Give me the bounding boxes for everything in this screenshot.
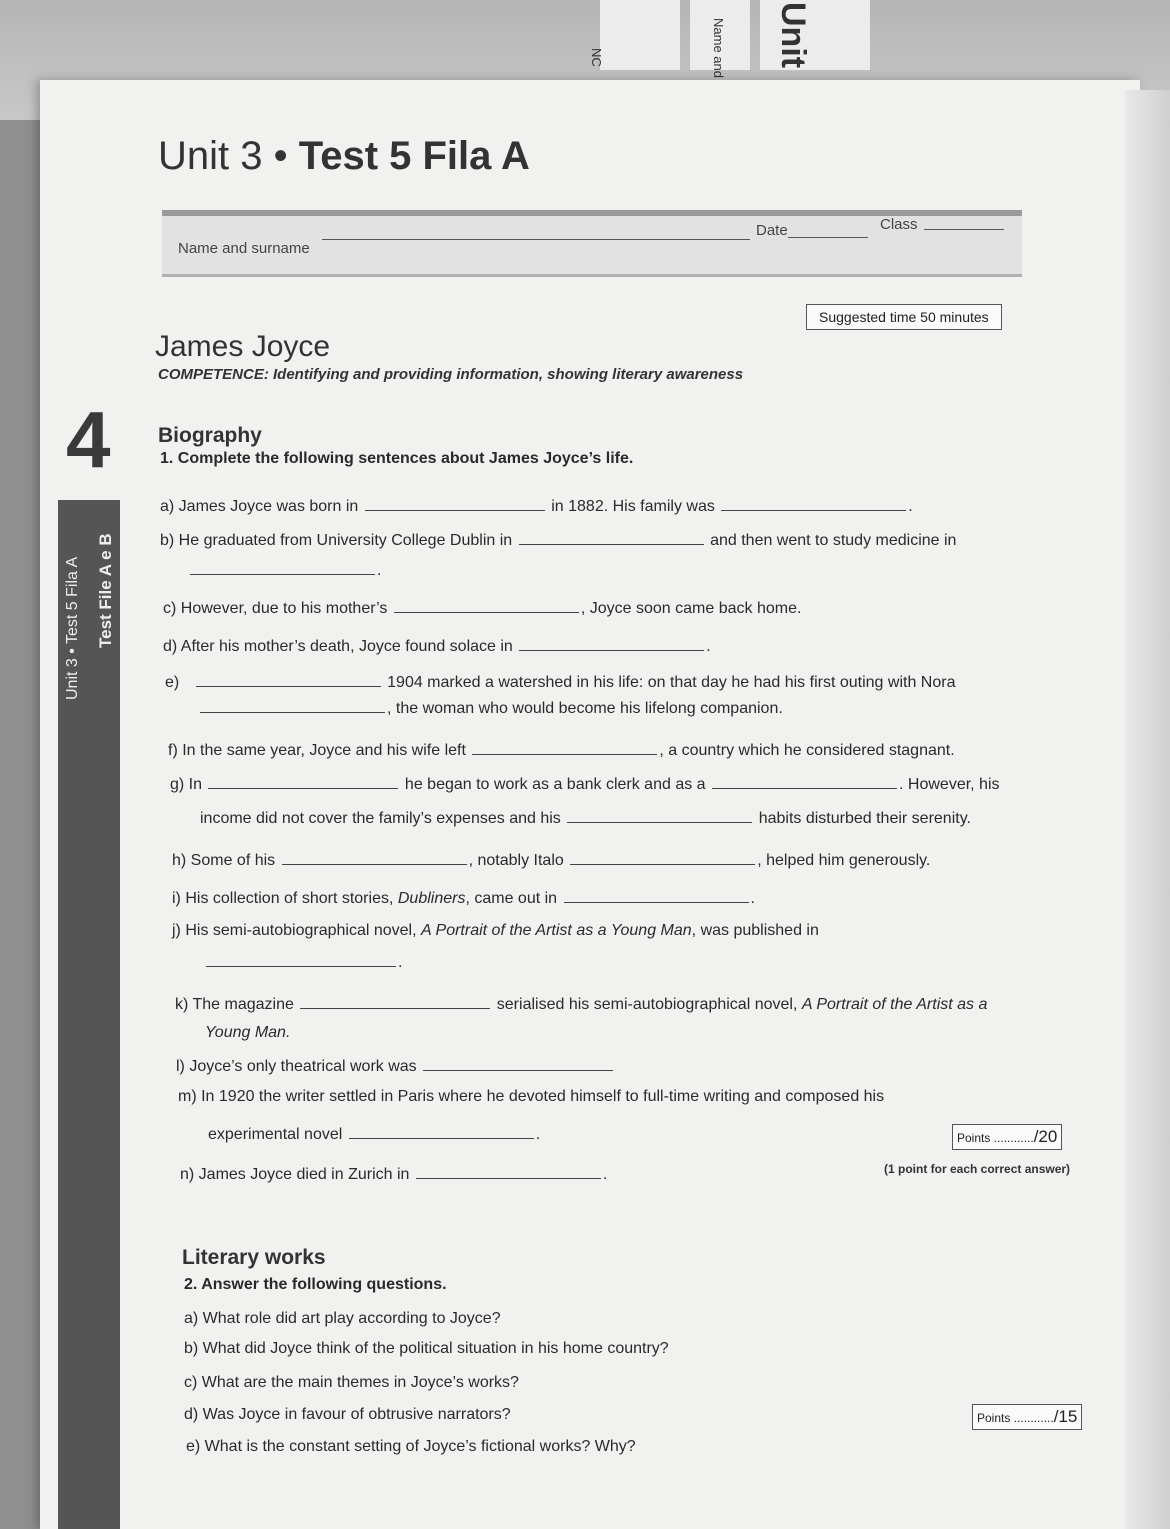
item-text: and then went to study medicine in bbox=[710, 532, 957, 549]
item-text: d) After his mother’s death, Joyce found solace in bbox=[163, 638, 513, 655]
date-field[interactable] bbox=[788, 236, 868, 238]
answer-blank[interactable] bbox=[196, 672, 381, 687]
title-bold: Test 5 Fila A bbox=[298, 134, 530, 178]
points-total: /15 bbox=[1053, 1407, 1078, 1426]
question-a: a) What role did art play according to Joyce? bbox=[184, 1310, 501, 1327]
title-prefix: Unit 3 • bbox=[158, 134, 299, 178]
background-tab-text: NC bbox=[589, 48, 604, 67]
item-f bbox=[168, 740, 955, 760]
item-m bbox=[178, 1088, 884, 1106]
item-text: i) His collection of short stories, bbox=[172, 890, 398, 907]
item-b-cont: . bbox=[188, 560, 381, 580]
name-bar bbox=[162, 210, 1022, 277]
literary-works-heading: Literary works bbox=[182, 1246, 326, 1269]
answer-blank[interactable] bbox=[282, 850, 467, 865]
item-text: , notably Italo bbox=[468, 852, 564, 869]
background-tab-text: Name and bbox=[711, 18, 726, 78]
answer-blank[interactable] bbox=[206, 952, 396, 967]
class-label: Class bbox=[880, 216, 918, 233]
item-text: A Portrait of the Artist as a Young Man bbox=[421, 922, 692, 939]
item-i: i) His collection of short stories, Dubliners, came out in . bbox=[172, 890, 755, 907]
name-label: Name and surname bbox=[178, 240, 310, 257]
item-text: j) His semi-autobiographical novel, bbox=[172, 922, 421, 939]
item-k bbox=[175, 994, 987, 1014]
question-e: e) What is the constant setting of Joyce’s fictional works? Why? bbox=[186, 1438, 636, 1455]
item-text: in 1882. His family was bbox=[551, 498, 715, 515]
item-g bbox=[170, 774, 1000, 794]
item-e-cont bbox=[198, 698, 783, 718]
answer-blank[interactable] bbox=[721, 496, 906, 511]
answer-blank[interactable] bbox=[190, 560, 375, 575]
item-text: Dubliners bbox=[397, 890, 466, 907]
literary-works-instruction: 2. Answer the following questions. bbox=[184, 1276, 447, 1293]
item-n: n) James Joyce died in Zurich in . bbox=[180, 1166, 608, 1183]
answer-blank[interactable] bbox=[416, 1164, 601, 1179]
answer-blank[interactable] bbox=[567, 808, 752, 823]
item-j bbox=[172, 922, 819, 940]
answer-blank[interactable] bbox=[423, 1056, 613, 1071]
class-field[interactable] bbox=[924, 228, 1004, 230]
literary-points-box bbox=[972, 1404, 1082, 1430]
item-k-cont bbox=[205, 1024, 290, 1042]
points-note: (1 point for each correct answer) bbox=[884, 1162, 1071, 1176]
suggested-time-box: Suggested time 50 minutes bbox=[806, 304, 1002, 330]
background-unit-word: Unit bbox=[774, 2, 812, 69]
answer-blank[interactable] bbox=[349, 1124, 534, 1139]
points-label: Points ............ bbox=[957, 1131, 1034, 1145]
item-g-cont bbox=[200, 808, 971, 828]
answer-blank[interactable] bbox=[394, 598, 579, 613]
item-a: a) James Joyce was born in in 1882. His family was . bbox=[160, 498, 913, 515]
biography-points-box bbox=[952, 1124, 1062, 1150]
item-text: a) James Joyce was born in bbox=[160, 498, 359, 515]
question-b: b) What did Joyce think of the political situation in his home country? bbox=[184, 1340, 669, 1357]
page-edge-shade bbox=[1125, 90, 1170, 1529]
sidebar-label-unit: Unit 3 • Test 5 Fila A bbox=[64, 556, 81, 700]
item-h bbox=[172, 850, 930, 870]
item-text: f) In the same year, Joyce and his wife left bbox=[168, 742, 466, 759]
item-text: 1904 marked a watershed in his life: on that day he had his first outing with Nora bbox=[387, 674, 956, 691]
points-label: Points ............ bbox=[977, 1411, 1054, 1425]
answer-blank[interactable] bbox=[472, 740, 657, 755]
answer-blank[interactable] bbox=[365, 496, 545, 511]
item-text: , the woman who would become his lifelong companion. bbox=[387, 700, 783, 717]
item-text: c) However, due to his mother’s bbox=[163, 600, 388, 617]
item-j-cont: . bbox=[204, 952, 402, 972]
item-e bbox=[165, 672, 955, 692]
answer-blank[interactable] bbox=[300, 994, 490, 1009]
biography-instruction: 1. Complete the following sentences about James Joyce’s life. bbox=[160, 450, 634, 467]
item-text: g) In bbox=[170, 776, 203, 793]
item-text: , Joyce soon came back home. bbox=[580, 600, 802, 617]
item-b bbox=[160, 530, 956, 550]
answer-blank[interactable] bbox=[208, 774, 398, 789]
item-m-cont: experimental novel . bbox=[208, 1126, 541, 1143]
answer-blank[interactable] bbox=[564, 888, 749, 903]
item-text: m) In 1920 the writer settled in Paris where he devoted himself to full-time writing and composed his bbox=[178, 1088, 885, 1105]
item-text: n) James Joyce died in Zurich in bbox=[180, 1166, 410, 1183]
item-text: income did not cover the family’s expenses and his bbox=[200, 810, 561, 827]
item-text: he began to work as a bank clerk and as a bbox=[404, 776, 706, 793]
item-text: , came out in bbox=[465, 890, 558, 907]
sidebar-label-file: Test File A e B bbox=[96, 533, 115, 648]
answer-blank[interactable] bbox=[519, 530, 704, 545]
item-text: , helped him generously. bbox=[757, 852, 931, 869]
item-text: , a country which he considered stagnant. bbox=[659, 742, 955, 759]
item-c bbox=[163, 598, 801, 618]
background-tab bbox=[600, 0, 680, 70]
date-label: Date bbox=[756, 222, 788, 239]
item-text: l) Joyce’s only theatrical work was bbox=[176, 1058, 417, 1075]
item-text: Young Man. bbox=[205, 1024, 291, 1041]
answer-blank[interactable] bbox=[200, 698, 385, 713]
answer-blank[interactable] bbox=[519, 636, 704, 651]
section-title: James Joyce bbox=[155, 330, 331, 363]
item-text: serialised his semi-autobiographical novel, bbox=[496, 996, 802, 1013]
unit-number: 4 bbox=[66, 395, 111, 484]
competence: COMPETENCE: Identifying and providing information, showing literary awareness bbox=[158, 366, 744, 383]
page-title bbox=[158, 134, 530, 179]
item-text: h) Some of his bbox=[172, 852, 276, 869]
answer-blank[interactable] bbox=[570, 850, 755, 865]
item-text: e) bbox=[165, 674, 180, 691]
item-text: A Portrait of the Artist as a bbox=[801, 996, 988, 1013]
item-text: k) The magazine bbox=[175, 996, 294, 1013]
item-l bbox=[176, 1056, 615, 1076]
answer-blank[interactable] bbox=[712, 774, 897, 789]
question-c: c) What are the main themes in Joyce’s works? bbox=[184, 1374, 519, 1391]
item-text: habits disturbed their serenity. bbox=[758, 810, 971, 827]
question-d: d) Was Joyce in favour of obtrusive narrators? bbox=[184, 1406, 511, 1423]
name-field[interactable] bbox=[322, 238, 750, 240]
biography-heading: Biography bbox=[158, 424, 262, 447]
item-d: d) After his mother’s death, Joyce found solace in . bbox=[163, 638, 711, 655]
points-total: /20 bbox=[1033, 1127, 1058, 1146]
item-text: , was published in bbox=[691, 922, 819, 939]
item-text: b) He graduated from University College Dublin in bbox=[160, 532, 513, 549]
item-text: . However, his bbox=[899, 776, 1000, 793]
item-text: experimental novel bbox=[208, 1126, 343, 1143]
